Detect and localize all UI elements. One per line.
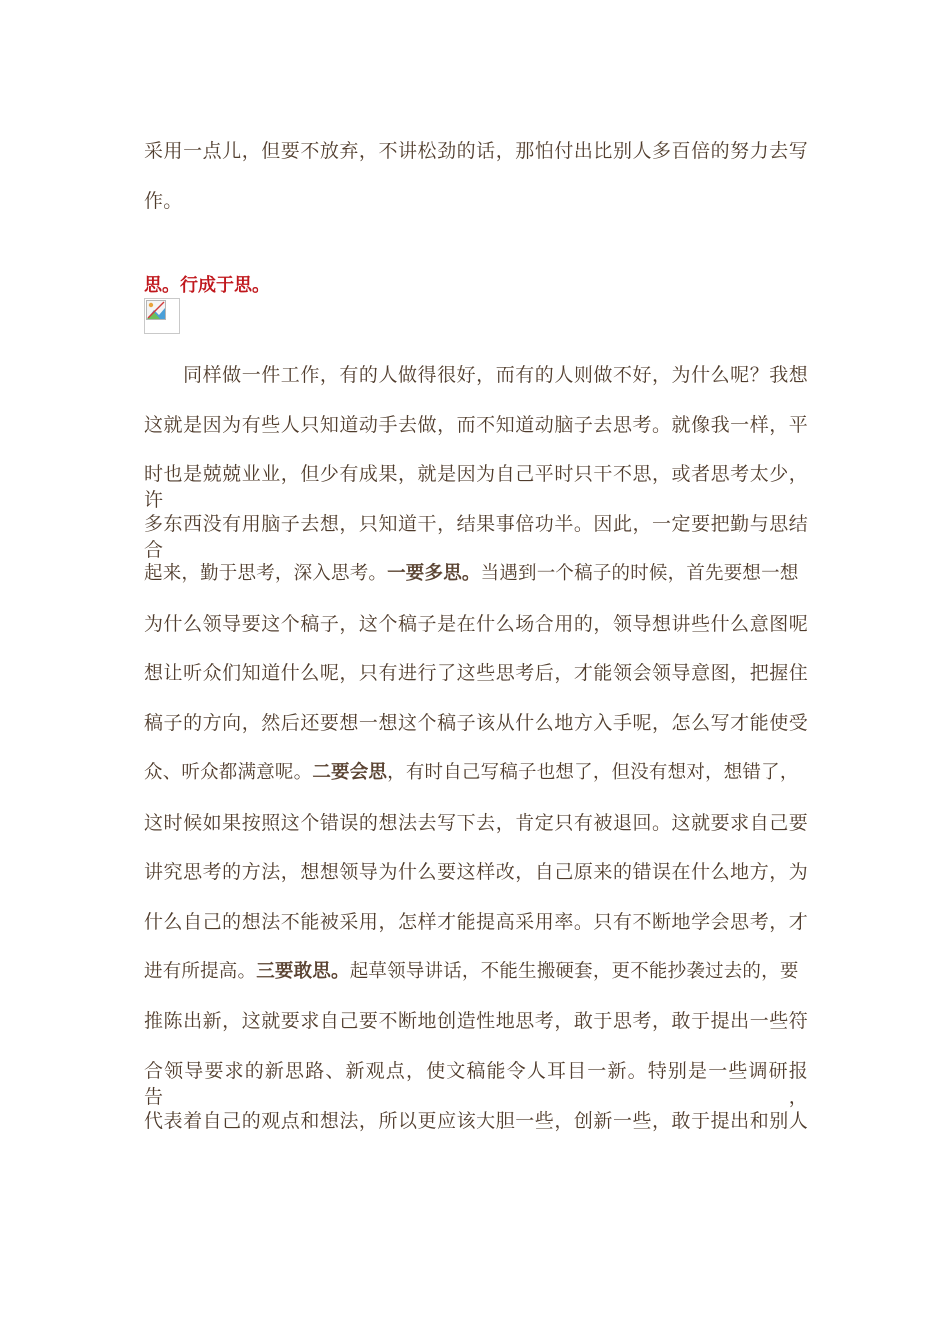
text-run: 起来，勤于思考，深入思考。 xyxy=(144,563,388,584)
paragraph-line: 代表着自己的观点和想法，所以更应该大胆一些，创新一些，敢于提出和别人 xyxy=(144,1110,808,1132)
text-run: ，有时自己写稿子也想了，但没有想对，想错了， xyxy=(387,762,799,783)
paragraph-line: 推陈出新，这就要求自己要不断地创造性地思考，敢于思考，敢于提出一些符 xyxy=(144,1010,808,1032)
paragraph-line: 作。 xyxy=(144,190,183,212)
text-run: 众、听众都满意呢。 xyxy=(144,762,313,783)
paragraph-line xyxy=(144,760,808,786)
paragraph-line: 稿子的方向，然后还要想一想这个稿子该从什么地方入手呢，怎么写才能使受 xyxy=(144,712,808,734)
text-run: 当遇到一个稿子的时候，首先要想一想 xyxy=(480,563,799,584)
paragraph-line: 同样做一件工作，有的人做得很好，而有的人则做不好，为什么呢？我想 xyxy=(144,364,808,386)
paragraph-line: 这时候如果按照这个错误的想法去写下去，肯定只有被退回。这就要求自己要 xyxy=(144,812,808,834)
paragraph-line: 时也是兢兢业业，但少有成果，就是因为自己平时只干不思，或者思考太少，许 xyxy=(144,463,808,511)
keyword-point-2: 二要会思 xyxy=(312,762,388,783)
paragraph-line: 这就是因为有些人只知道动手去做，而不知道动脑子去思考。就像我一样，平 xyxy=(144,414,808,436)
paragraph-line: 合领导要求的新思路、新观点，使文稿能令人耳目一新。特别是一些调研报告， xyxy=(144,1060,808,1108)
text-run: 进有所提高。 xyxy=(144,961,257,982)
paragraph-line: 多东西没有用脑子去想，只知道干，结果事倍功半。因此，一定要把勤与思结合 xyxy=(144,513,808,561)
paragraph-line: 为什么领导要这个稿子，这个稿子是在什么场合用的，领导想讲些什么意图呢 xyxy=(144,613,808,635)
paragraph-line xyxy=(144,959,808,985)
paragraph-line xyxy=(144,561,808,587)
broken-image-placeholder xyxy=(144,298,180,334)
paragraph-line: 什么自己的想法不能被采用，怎样才能提高采用率。只有不断地学会思考，才 xyxy=(144,911,808,933)
paragraph-line: 采用一点儿，但要不放弃，不讲松劲的话，那怕付出比别人多百倍的努力去写 xyxy=(144,140,808,162)
paragraph-line: 讲究思考的方法，想想领导为什么要这样改，自己原来的错误在什么地方，为 xyxy=(144,861,808,883)
keyword-point-1: 一要多思。 xyxy=(387,563,481,584)
broken-image-icon xyxy=(146,300,166,320)
paragraph-line: 想让听众们知道什么呢，只有进行了这些思考后，才能领会领导意图，把握住 xyxy=(144,662,808,684)
text-run: 起草领导讲话，不能生搬硬套，更不能抄袭过去的，要 xyxy=(349,961,799,982)
keyword-point-3: 三要敢思。 xyxy=(256,961,350,982)
section-heading: 思。行成于思。 xyxy=(144,275,270,296)
